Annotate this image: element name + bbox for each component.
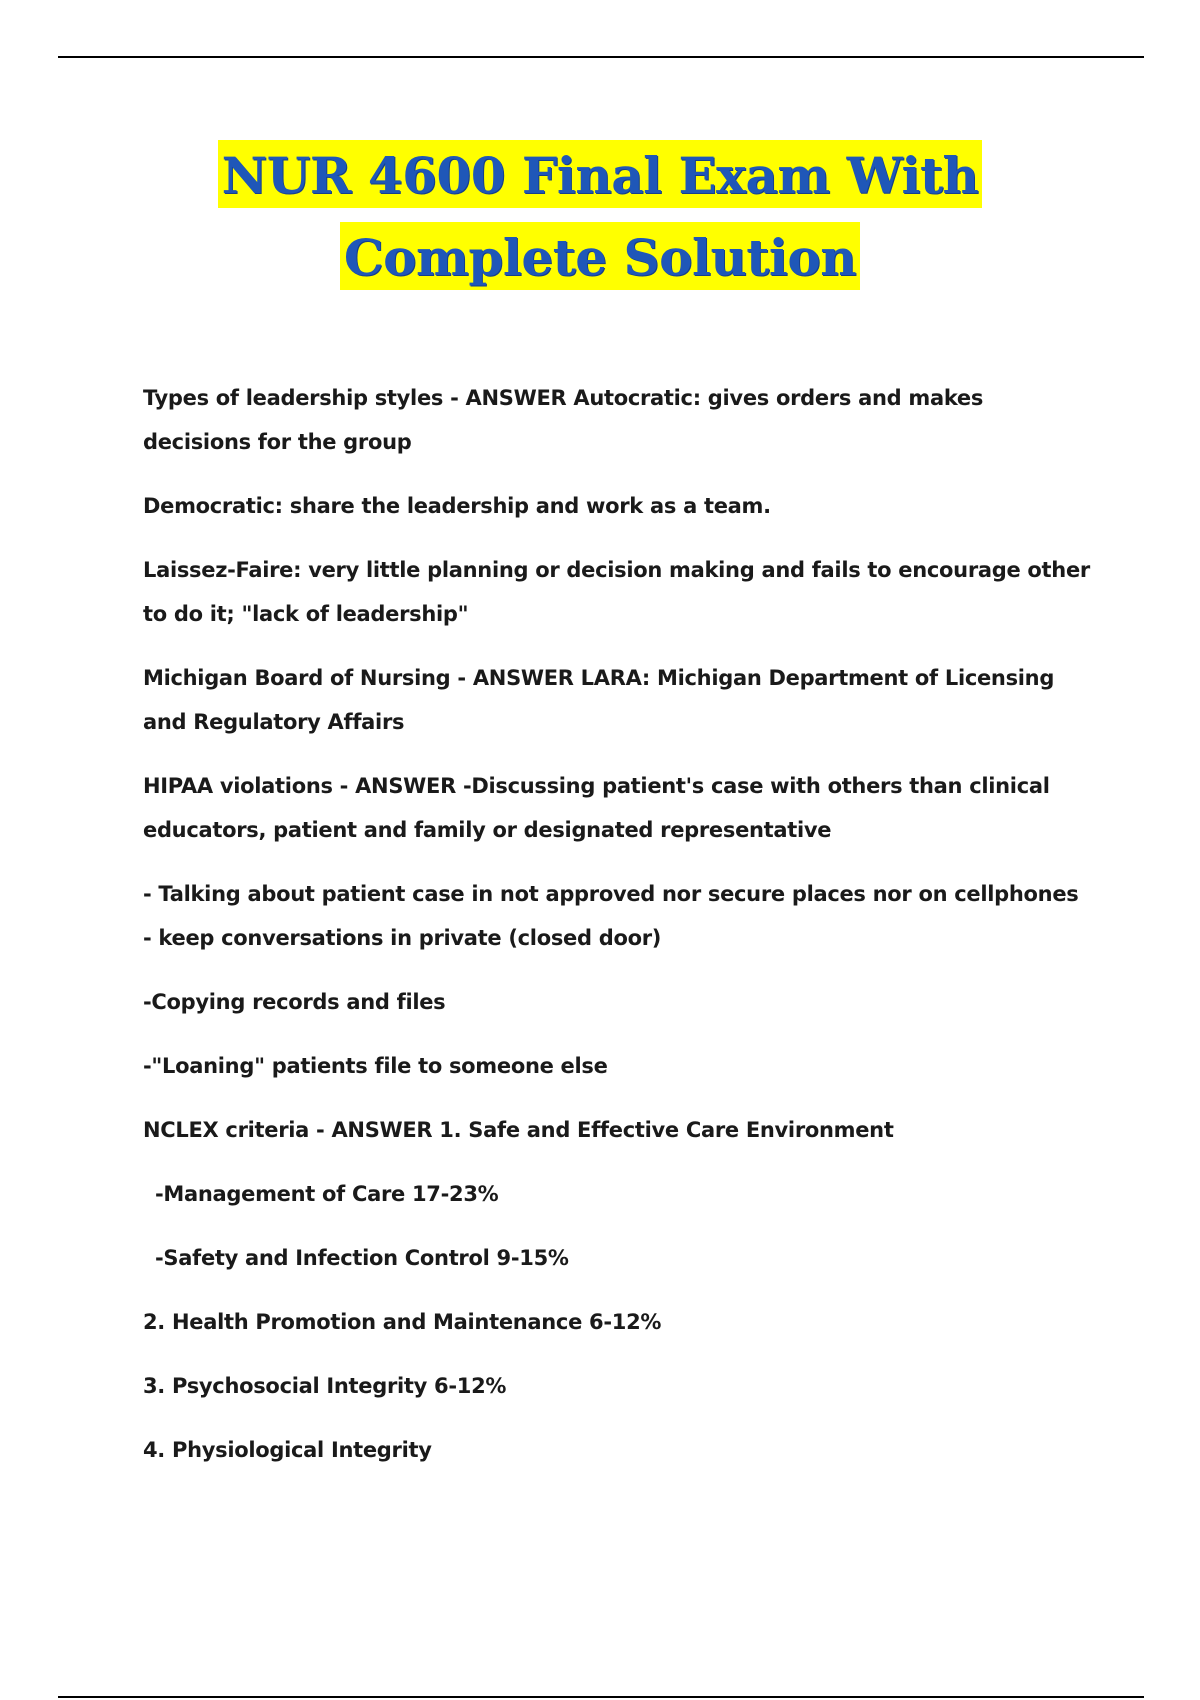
bottom-divider [58,1696,1144,1698]
paragraph-physiological-integrity: 4. Physiological Integrity [143,1438,432,1462]
paragraph-hipaa-copying: -Copying records and files [143,990,446,1014]
paragraph-hipaa-violations: HIPAA violations - ANSWER -Discussing patient's case with others than clinical educators, patient and family or designated representative [143,774,1050,842]
paragraph-leadership-styles: Types of leadership styles - ANSWER Autocratic: gives orders and makes decisions for the group [143,386,984,454]
paragraph-management-of-care: -Management of Care 17-23% [155,1182,499,1206]
paragraph-board-of-nursing: Michigan Board of Nursing - ANSWER LARA: Michigan Department of Licensing and Regulatory Affairs [143,666,1055,734]
title-line-2: Complete Solution [340,222,860,290]
paragraph-nclex-criteria: NCLEX criteria - ANSWER 1. Safe and Effective Care Environment [143,1118,894,1142]
paragraph-hipaa-loaning: -"Loaning" patients file to someone else [143,1054,608,1078]
paragraph-hipaa-talking: - Talking about patient case in not approved nor secure places nor on cellphones - keep conversations in private (closed door) [143,882,1079,950]
document-body [143,376,1093,1492]
paragraph-democratic: Democratic: share the leadership and work as a team. [143,494,771,518]
paragraph-laissez-faire: Laissez-Faire: very little planning or decision making and fails to encourage other to do it; "lack of leadership" [143,558,1090,626]
paragraph-safety-infection-control: -Safety and Infection Control 9-15% [155,1246,569,1270]
top-divider [58,56,1144,58]
paragraph-psychosocial-integrity: 3. Psychosocial Integrity 6-12% [143,1374,507,1398]
title-line-1: NUR 4600 Final Exam With [218,140,983,208]
paragraph-health-promotion: 2. Health Promotion and Maintenance 6-12% [143,1310,662,1334]
document-title [0,140,1200,290]
